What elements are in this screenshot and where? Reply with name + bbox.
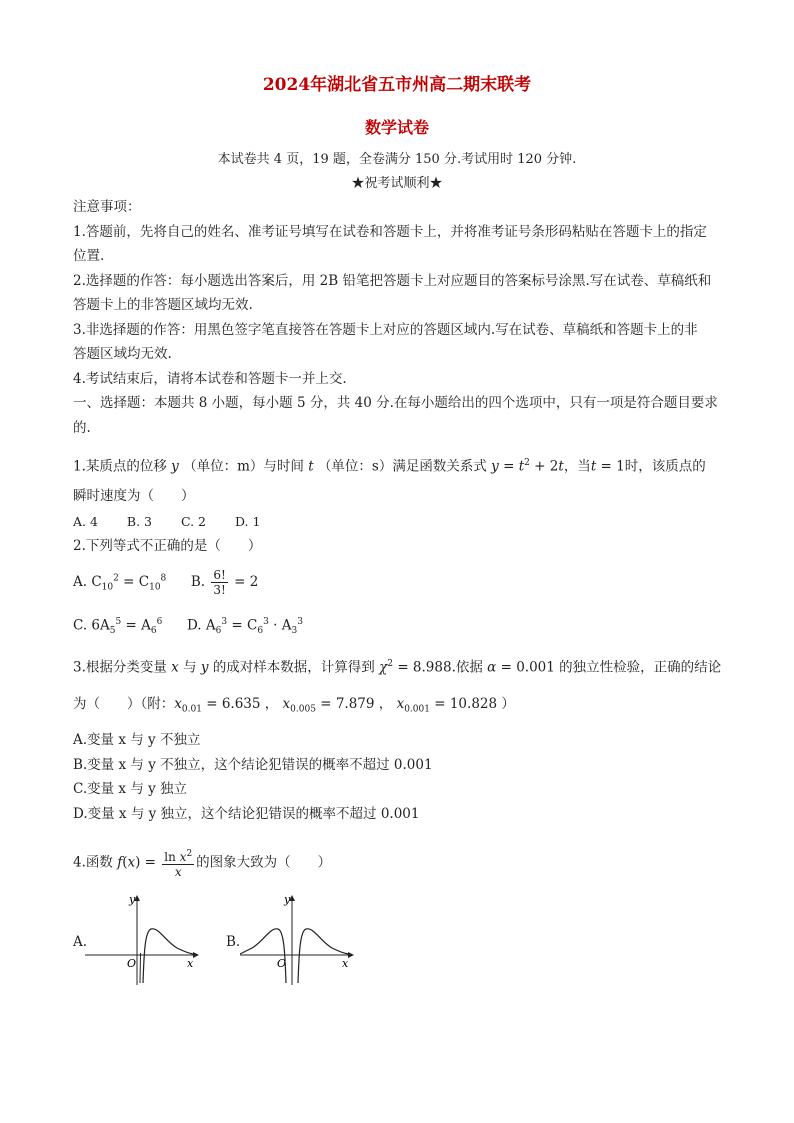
svg-text:O: O (127, 957, 137, 970)
question-1-stem: 1.某质点的位移 y （单位：m）与时间 t （单位：s）满足函数关系式 $y = t^2 + 2t$，当t = 1时，该质点的 (73, 458, 706, 475)
graph-b-label: B. (226, 934, 241, 950)
exam-subject: 数学试卷 (364, 118, 429, 137)
note-3-line1: 3.非选择题的作答：用黑色签字笔直接答在答题卡上对应的答题区域内.写在试卷、草稿纸和答题卡上的非 (73, 322, 698, 338)
graph-b (240, 893, 355, 988)
section-1-line2: 的. (73, 420, 91, 436)
exam-info: 本试卷共 4 页，19 题，全卷满分 150 分.考试用时 120 分钟. (217, 152, 577, 167)
graph-a-label: A. (73, 934, 88, 950)
question-3-option-b: B.变量 x 与 y 不独立，这个结论犯错误的概率不超过 0.001 (73, 757, 433, 773)
note-1-line1: 1.答题前，先将自己的姓名、准考证号填写在试卷和答题卡上，并将准考证号条形码粘贴在答题卡上的指定 (73, 224, 707, 240)
note-2-line2: 答题卡上的非答题区域均无效. (73, 297, 253, 313)
note-4: 4.考试结束后，请将本试卷和答题卡一并上交. (73, 371, 347, 387)
question-2-options-ab: A. $C_{10}^2 = C_{10}^8$ B. $\frac{6!}{3!}$ = 2 (73, 568, 259, 597)
question-1-line2: 瞬时速度为（ ） (73, 488, 195, 504)
blessing: ★祝考试顺利★ (351, 176, 443, 191)
svg-text:x: x (187, 957, 194, 970)
question-3-option-c: C.变量 x 与 y 独立 (73, 781, 188, 797)
svg-text:y: y (284, 893, 291, 906)
svg-text:y: y (129, 893, 136, 906)
question-3-option-a: A.变量 x 与 y 不独立 (73, 732, 201, 748)
question-4-stem: 4.函数 f(x) = $\frac{\ln x^2}{x}$ 的图象大致为（ ） (73, 849, 332, 879)
svg-text:x: x (342, 957, 349, 970)
note-3-line2: 答题区域均无效. (73, 346, 172, 362)
question-1-options: A. 4 B. 3 C. 2 D. 1 (73, 514, 261, 529)
note-1-line2: 位置. (73, 248, 105, 264)
question-2-options-cd: C. $6A_5^5 = A_6^6$ D. $A_6^3 = C_6^3 \cdot A_3^3$ (73, 617, 303, 637)
graph-a (85, 893, 200, 988)
note-2-line1: 2.选择题的作答：每小题选出答案后，用 2B 铅笔把答题卡上对应题目的答案标号涂黑.写在试卷、草稿纸和 (73, 273, 712, 289)
section-1-line1: 一、选择题：本题共 8 小题，每小题 5 分，共 40 分.在每小题给出的四个选项中，只有一项是符合题目要求 (73, 395, 718, 411)
question-3-option-d: D.变量 x 与 y 独立，这个结论犯错误的概率不超过 0.001 (73, 806, 420, 822)
question-2-stem: 2.下列等式不正确的是（ ） (73, 538, 262, 554)
question-3-line2: 为（ ）（附：$x_{0.01} = 6.635$ ， $x_{0.005} = 7.879$ ， $x_{0.001} = 10.828$ ） (73, 696, 515, 715)
notes-heading: 注意事项： (73, 199, 141, 215)
svg-text:O: O (277, 957, 287, 970)
question-3-stem: 3.根据分类变量 x 与 y 的成对样本数据，计算得到 $\chi^2 = 8.988$.依据 α = 0.001 的独立性检验，正确的结论 (73, 659, 722, 676)
exam-title: 2024年湖北省五市州高二期末联考 (262, 75, 532, 95)
